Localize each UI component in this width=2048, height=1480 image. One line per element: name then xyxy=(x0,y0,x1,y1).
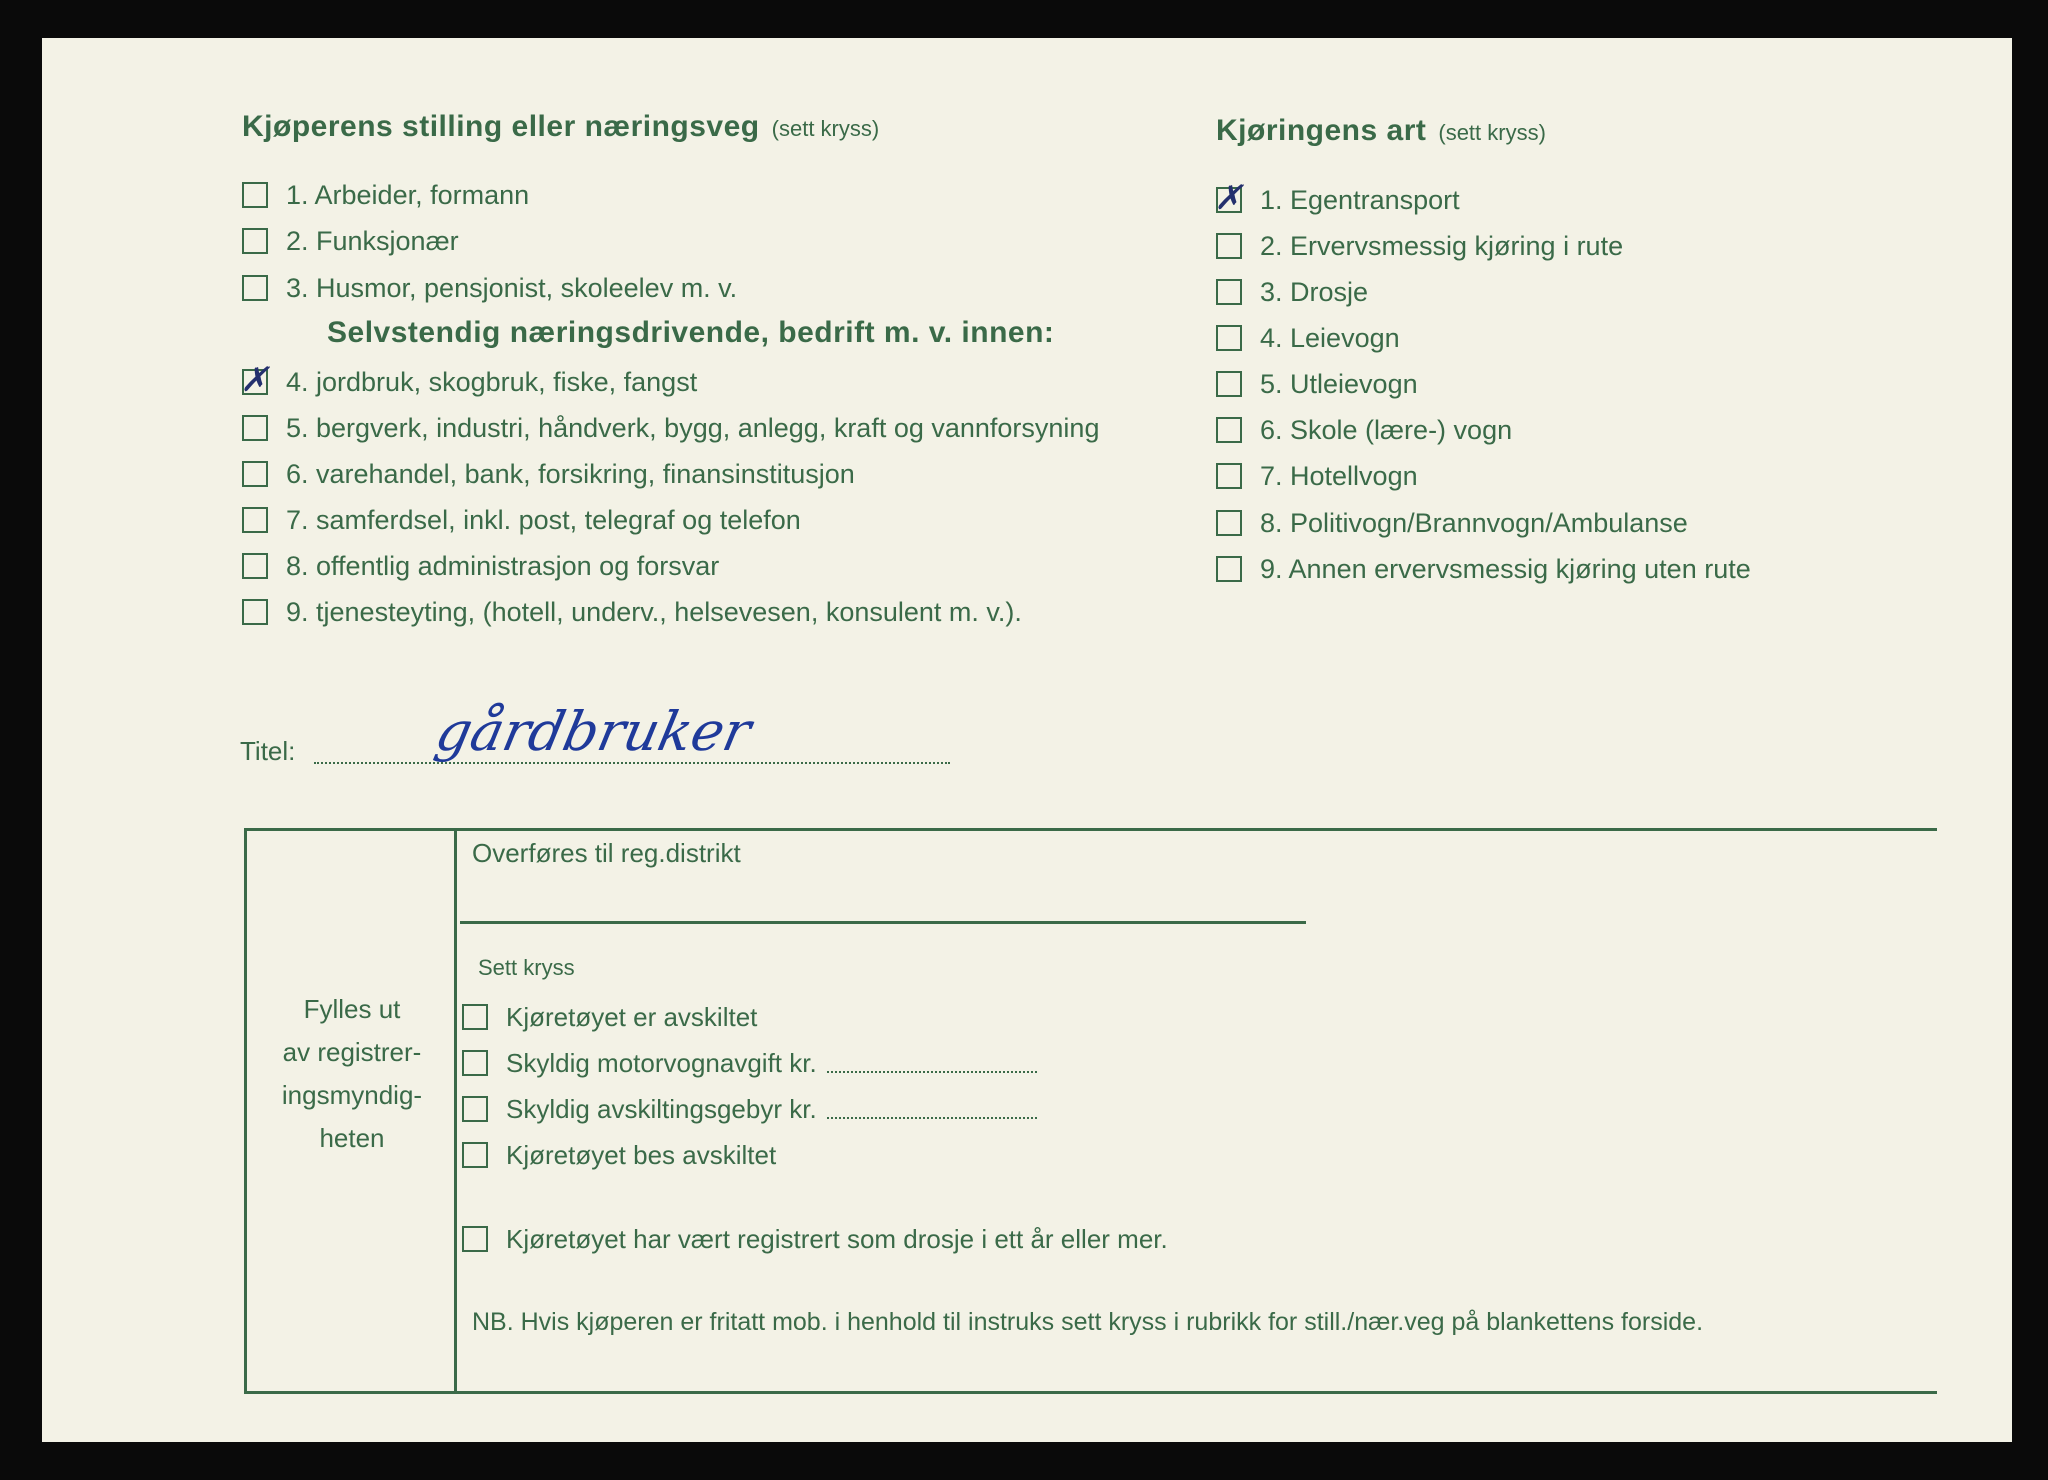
driving-item-label: 1. Egentransport xyxy=(1260,184,1460,215)
registration-item-label: Skyldig motorvognavgift kr. xyxy=(506,1047,817,1078)
checkbox[interactable] xyxy=(1216,556,1242,582)
checkbox[interactable] xyxy=(1216,510,1242,536)
checkbox[interactable] xyxy=(242,182,268,208)
side-label-line: ingsmyndig- xyxy=(281,1080,423,1110)
amount-field[interactable] xyxy=(827,1099,1037,1119)
driving-item-label: 5. Utleievogn xyxy=(1260,368,1418,399)
occupation-item-label: 9. tjenesteyting, (hotell, underv., helsevesen, konsulent m. v.). xyxy=(286,596,1022,627)
driving-type-note: (sett kryss) xyxy=(1438,120,1546,145)
titel-label: Titel: xyxy=(240,736,296,766)
drosje-item-label: Kjøretøyet har vært registrert som drosje i ett år eller mer. xyxy=(506,1223,1168,1254)
registration-item-1[interactable] xyxy=(460,1000,757,1034)
occupation-item-label: 4. jordbruk, skogbruk, fiske, fangst xyxy=(286,366,698,397)
checkbox[interactable] xyxy=(462,1226,488,1252)
checkbox[interactable] xyxy=(242,461,268,487)
titel-handwritten-value: gårdbruker xyxy=(430,700,757,763)
handwritten-cross-icon: ✗ xyxy=(240,360,269,400)
checkbox[interactable] xyxy=(1216,233,1242,259)
occupation-item-2[interactable] xyxy=(242,224,459,258)
checkbox[interactable] xyxy=(462,1004,488,1030)
occupation-item-1[interactable] xyxy=(242,178,529,212)
registration-item-label: Kjøretøyet bes avskiltet xyxy=(506,1139,777,1170)
checkbox[interactable] xyxy=(1216,463,1242,489)
checkbox[interactable] xyxy=(1216,371,1242,397)
driving-item-label: 4. Leievogn xyxy=(1260,322,1400,353)
buyer-occupation-note: (sett kryss) xyxy=(771,116,880,141)
registration-divider xyxy=(454,828,457,1391)
registration-item-2[interactable] xyxy=(460,1046,1037,1080)
driving-item-5[interactable] xyxy=(1216,367,1418,401)
occupation-item-4[interactable] xyxy=(240,360,698,400)
occupation-item-label: 3. Husmor, pensjonist, skoleelev m. v. xyxy=(286,272,738,303)
handwritten-cross-icon: ✗ xyxy=(1214,178,1243,218)
form-sheet xyxy=(42,38,2012,1442)
driving-item-9[interactable] xyxy=(1216,552,1751,586)
occupation-item-label: 5. bergverk, industri, håndverk, bygg, anlegg, kraft og vannforsyning xyxy=(286,412,1100,443)
occupation-item-6[interactable] xyxy=(242,457,855,491)
driving-item-label: 3. Drosje xyxy=(1260,276,1369,307)
checkbox[interactable] xyxy=(242,553,268,579)
driving-item-label: 7. Hotellvogn xyxy=(1260,460,1418,491)
drosje-item[interactable] xyxy=(460,1222,1168,1256)
driving-type-title: Kjøringens art xyxy=(1216,114,1427,147)
occupation-item-8[interactable] xyxy=(242,549,719,583)
self-employed-subheading: Selvstendig næringsdrivende, bedrift m. v. innen: xyxy=(327,316,1055,349)
occupation-item-label: 7. samferdsel, inkl. post, telegraf og telefon xyxy=(286,504,801,535)
amount-field[interactable] xyxy=(827,1053,1037,1073)
checkbox[interactable] xyxy=(1216,279,1242,305)
occupation-item-label: 8. offentlig administrasjon og forsvar xyxy=(286,550,720,581)
checkbox[interactable] xyxy=(462,1050,488,1076)
registration-item-4[interactable] xyxy=(460,1138,776,1172)
occupation-item-7[interactable] xyxy=(242,503,801,537)
checkbox[interactable] xyxy=(242,507,268,533)
nb-note: NB. Hvis kjøperen er fritatt mob. i henhold til instruks sett kryss i rubrikk for still./nær.veg på blankettens forside. xyxy=(472,1308,1704,1336)
checkbox[interactable] xyxy=(462,1096,488,1122)
transfer-district-label: Overføres til reg.distrikt xyxy=(472,838,741,868)
registration-item-label: Kjøretøyet er avskiltet xyxy=(506,1001,758,1032)
driving-item-label: 6. Skole (lære-) vogn xyxy=(1260,414,1513,445)
occupation-item-label: 1. Arbeider, formann xyxy=(286,179,530,210)
checkbox[interactable] xyxy=(1216,325,1242,351)
checkbox[interactable] xyxy=(1216,417,1242,443)
driving-item-8[interactable] xyxy=(1216,506,1688,540)
buyer-occupation-title: Kjøperens stilling eller næringsveg xyxy=(242,110,760,143)
occupation-item-5[interactable] xyxy=(242,411,1099,445)
driving-item-label: 2. Ervervsmessig kjøring i rute xyxy=(1260,230,1624,261)
driving-item-label: 9. Annen ervervsmessig kjøring uten rute xyxy=(1260,553,1751,584)
occupation-item-9[interactable] xyxy=(242,595,1022,629)
side-label-line: av registrer- xyxy=(282,1037,422,1067)
driving-item-7[interactable] xyxy=(1216,459,1418,493)
occupation-item-label: 2. Funksjonær xyxy=(286,225,459,256)
driving-item-2[interactable] xyxy=(1216,229,1623,263)
side-label-line: heten xyxy=(319,1123,385,1153)
driving-item-1[interactable] xyxy=(1214,178,1460,218)
occupation-item-label: 6. varehandel, bank, forsikring, finansinstitusjon xyxy=(286,458,855,489)
registration-item-3[interactable] xyxy=(460,1092,1037,1126)
buyer-occupation-heading xyxy=(242,110,879,144)
registration-item-label: Skyldig avskiltingsgebyr kr. xyxy=(506,1093,817,1124)
sett-kryss-label: Sett kryss xyxy=(478,955,575,980)
checkbox[interactable] xyxy=(242,228,268,254)
checkbox[interactable] xyxy=(242,599,268,625)
checkbox[interactable] xyxy=(242,415,268,441)
driving-item-3[interactable] xyxy=(1216,275,1368,309)
registration-side-label xyxy=(252,988,452,1160)
checkbox[interactable] xyxy=(242,275,268,301)
side-label-line: Fylles ut xyxy=(303,994,401,1024)
transfer-district-field[interactable] xyxy=(460,921,1306,924)
driving-item-4[interactable] xyxy=(1216,321,1400,355)
checkbox[interactable] xyxy=(462,1142,488,1168)
driving-item-6[interactable] xyxy=(1216,413,1512,447)
occupation-item-3[interactable] xyxy=(242,271,737,305)
driving-item-label: 8. Politivogn/Brannvogn/Ambulanse xyxy=(1260,507,1688,538)
checkbox-checked[interactable] xyxy=(240,360,269,400)
driving-type-heading xyxy=(1216,114,1546,148)
checkbox-checked[interactable] xyxy=(1214,178,1243,218)
